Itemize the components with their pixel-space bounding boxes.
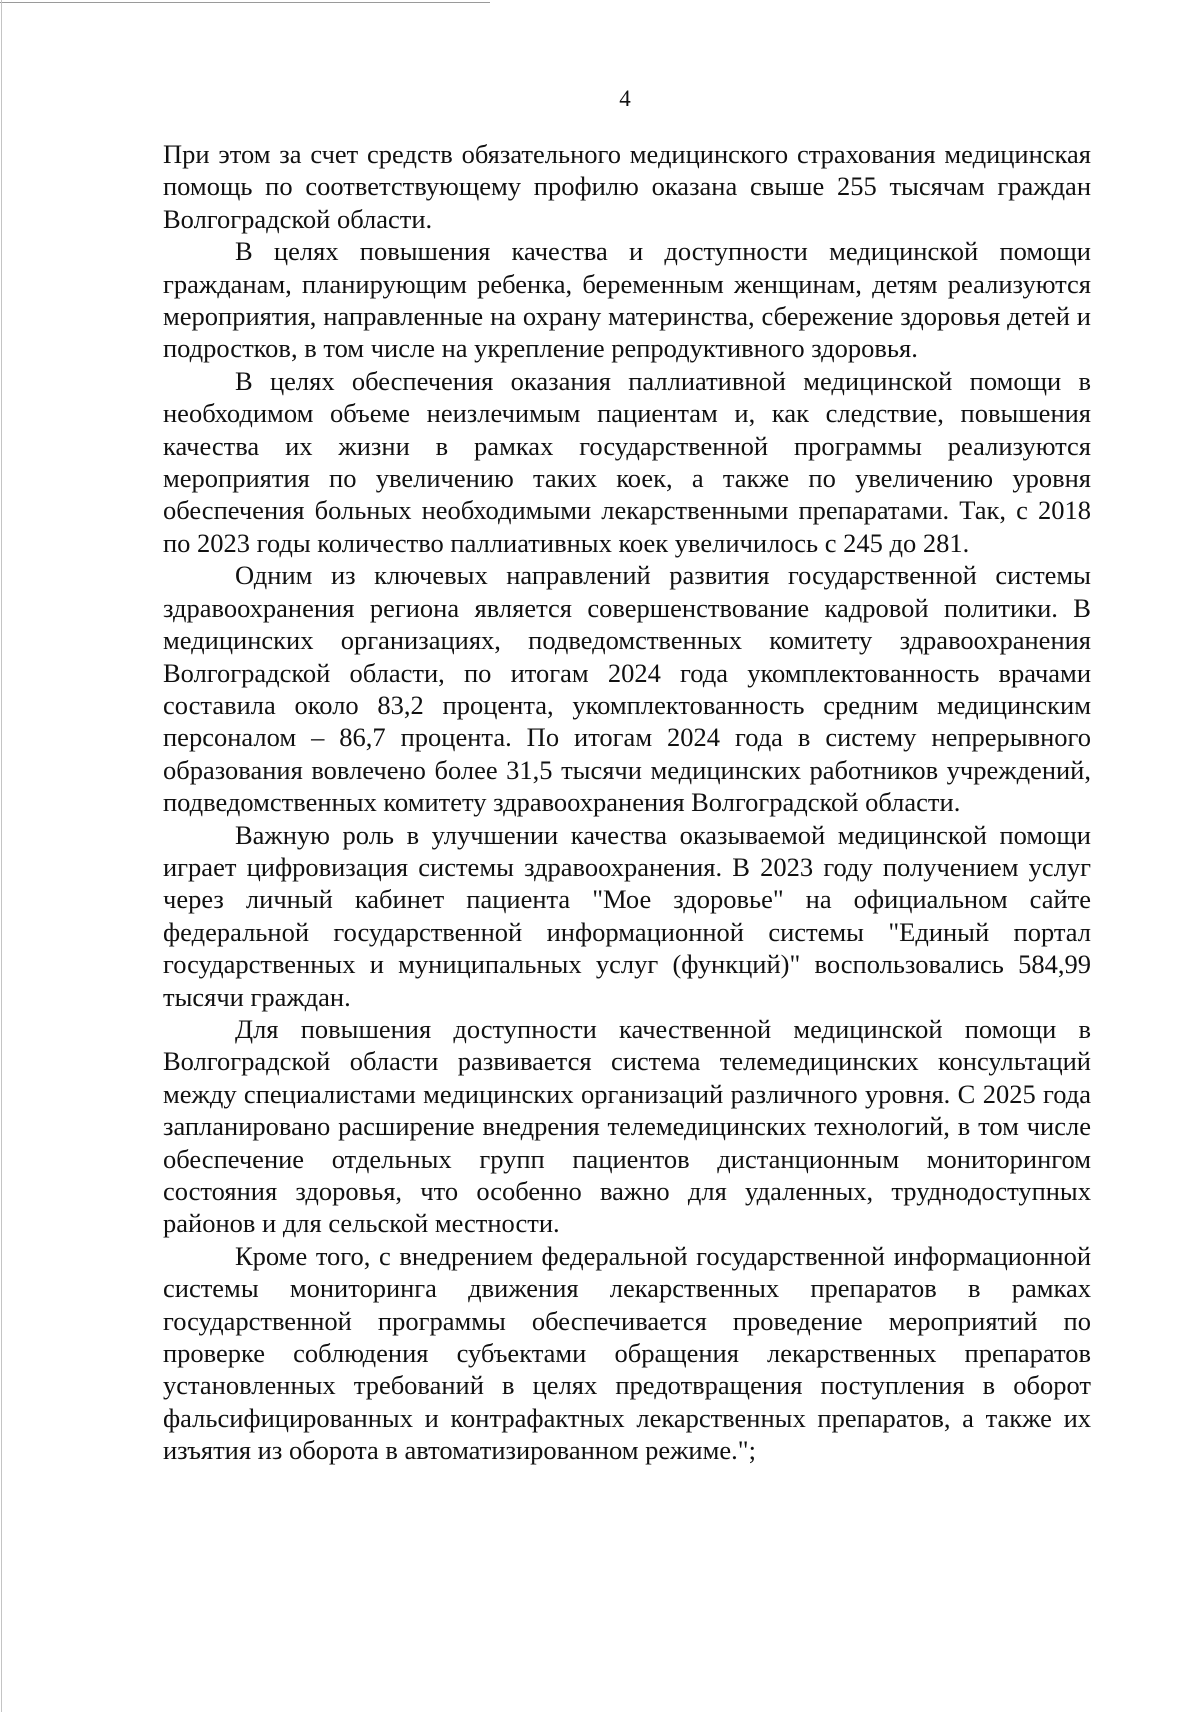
- paragraph-palliative-care: В целях обеспечения оказания паллиативной медицинской помощи в необходимом объеме неизлечимым пациентам и, как следствие, повышения качества их жизни в рамках государственной программы реализуются мероприятия по увеличению таких коек, а также по увеличению уровня обеспечения больных необходимыми лекарственными препаратами. Так, с 2018 по 2023 годы количество паллиативных коек увеличилось с 245 до 281.: [163, 365, 1091, 558]
- scan-edge-top: [0, 2, 490, 3]
- paragraph-digitalization: Важную роль в улучшении качества оказываемой медицинской помощи играет цифровизация системы здравоохранения. В 2023 году получением услуг через личный кабинет пациента "Мое здоровье" на официальном сайте федеральной государственной информационной системы "Единый портал государственных и муниципальных услуг (функций)" воспользовались 584,99 тысячи граждан.: [163, 819, 1091, 1012]
- document-body: [163, 138, 1091, 1467]
- page-number: 4: [619, 86, 631, 111]
- paragraph-oms-coverage: При этом за счет средств обязательного медицинского страхования медицинская помощь по соответствующему профилю оказана свыше 255 тысячам граждан Волгоградской области.: [163, 139, 1091, 234]
- paragraph-maternal-health: В целях повышения качества и доступности медицинской помощи гражданам, планирующим ребенка, беременным женщинам, детям реализуются мероприятия, направленные на охрану материнства, сбережение здоровья детей и подростков, в том числе на укрепление репродуктивного здоровья.: [163, 236, 1091, 364]
- paragraph-staffing-policy: Одним из ключевых направлений развития государственной системы здравоохранения региона является совершенствование кадровой политики. В медицинских организациях, подведомственных комитету здравоохранения Волгоградской области, по итогам 2024 года укомплектованность врачами составила около 83,2 процента, укомплектованность средним медицинским персоналом – 86,7 процента. По итогам 2024 года в систему непрерывного образования вовлечено более 31,5 тысячи медицинских работников учреждений, подведомственных комитету здравоохранения Волгоградской области.: [163, 560, 1091, 818]
- paragraph-telemedicine: Для повышения доступности качественной медицинской помощи в Волгоградской области развивается система телемедицинских консультаций между специалистами медицинских организаций различного уровня. С 2025 года запланировано расширение внедрения телемедицинских технологий, в том числе обеспечение отдельных групп пациентов дистанционным мониторингом состояния здоровья, что особенно важно для удаленных, труднодоступных районов и для сельской местности.: [163, 1013, 1091, 1239]
- paragraph-drug-monitoring: Кроме того, с внедрением федеральной государственной информационной системы мониторинга движения лекарственных препаратов в рамках государственной программы обеспечивается проведение мероприятий по проверке соблюдения субъектами обращения лекарственных препаратов установленных требований в целях предотвращения поступления в оборот фальсифицированных и контрафактных лекарственных препаратов, а также их изъятия из оборота в автоматизированном режиме.";: [163, 1240, 1091, 1466]
- scan-edge-left: [1, 0, 2, 1712]
